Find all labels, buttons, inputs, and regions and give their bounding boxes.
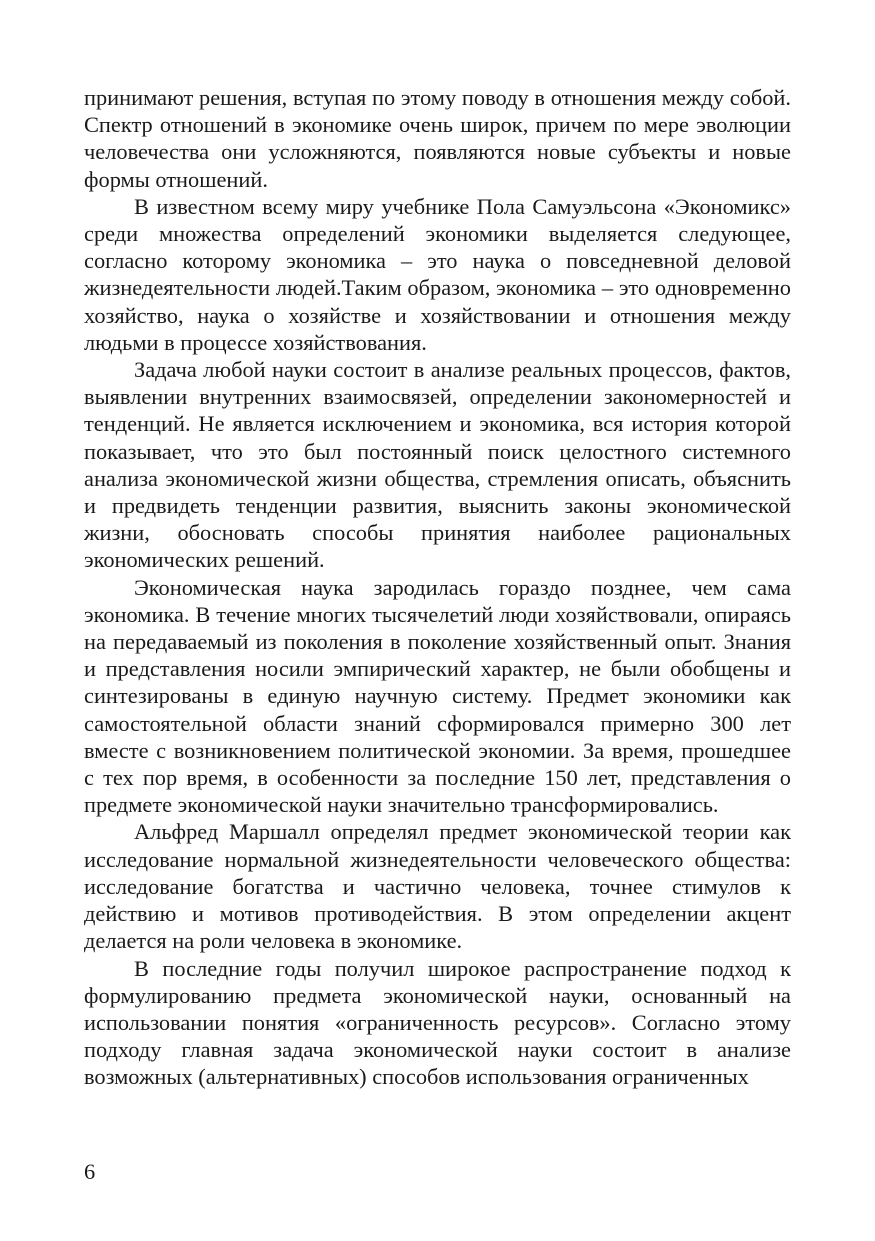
- page-body: [84, 84, 791, 1091]
- paragraph-science-task: Задача любой науки состоит в анализе реальных процессов, фактов, выявлении внутренних взаимосвязей, определении закономерностей и тенденций. Не является исключением и экономика, вся история которой показывает, что это был постоянный поиск целостного системного анализа экономической жизни общества, стремления описать, объяснить и предвидеть тенденции развития, выяснить законы экономической жизни, обосновать способы принятия наиболее рациональных экономических решений.: [84, 357, 791, 573]
- paragraph-economic-science-origin: Экономическая наука зародилась гораздо позднее, чем сама экономика. В течение многих тысячелетий люди хозяйствовали, опираясь на передаваемый из поколения в поколение хозяйственный опыт. Знания и представления носили эмпирический характер, не были обобщены и синтезированы в единую научную систему. Предмет экономики как самостоятельной области знаний сформировался примерно 300 лет вместе с возникновением политической экономии. За время, прошедшее с тех пор время, в особенности за последние 150 лет, представления о предмете экономической науки значительно трансформировались.: [84, 574, 791, 818]
- page-number: 6: [84, 1159, 96, 1184]
- paragraph-samuelson: В известном всему миру учебнике Пола Самуэльсона «Экономикс» среди множества определений экономики выделяется следующее, согласно которому экономика – это наука о повседневной деловой жизнедеятельности людей.Таким образом, экономика – это одновременно хозяйство, наука о хозяйстве и хозяйствовании и отношения между людьми в процессе хозяйствования.: [84, 193, 791, 355]
- paragraph-marshall: Альфред Маршалл определял предмет экономической теории как исследование нормальной жизнедеятельности человеческого общества: исследование богатства и частично человека, точнее стимулов к действию и мотивов противодействия. В этом определении акцент делается на роли человека в экономике.: [84, 819, 791, 954]
- paragraph-continuation: принимают решения, вступая по этому поводу в отношения между собой. Спектр отношений в экономике очень широк, причем по мере эволюции человечества они усложняются, появляются новые субъекты и новые формы отношений.: [84, 85, 791, 192]
- paragraph-limited-resources: В последние годы получил широкое распространение подход к формулированию предмета экономической науки, основанный на использовании понятия «ограниченность ресурсов». Согласно этому подходу главная задача экономической науки состоит в анализе возможных (альтернативных) способов использования ограниченных: [84, 955, 791, 1090]
